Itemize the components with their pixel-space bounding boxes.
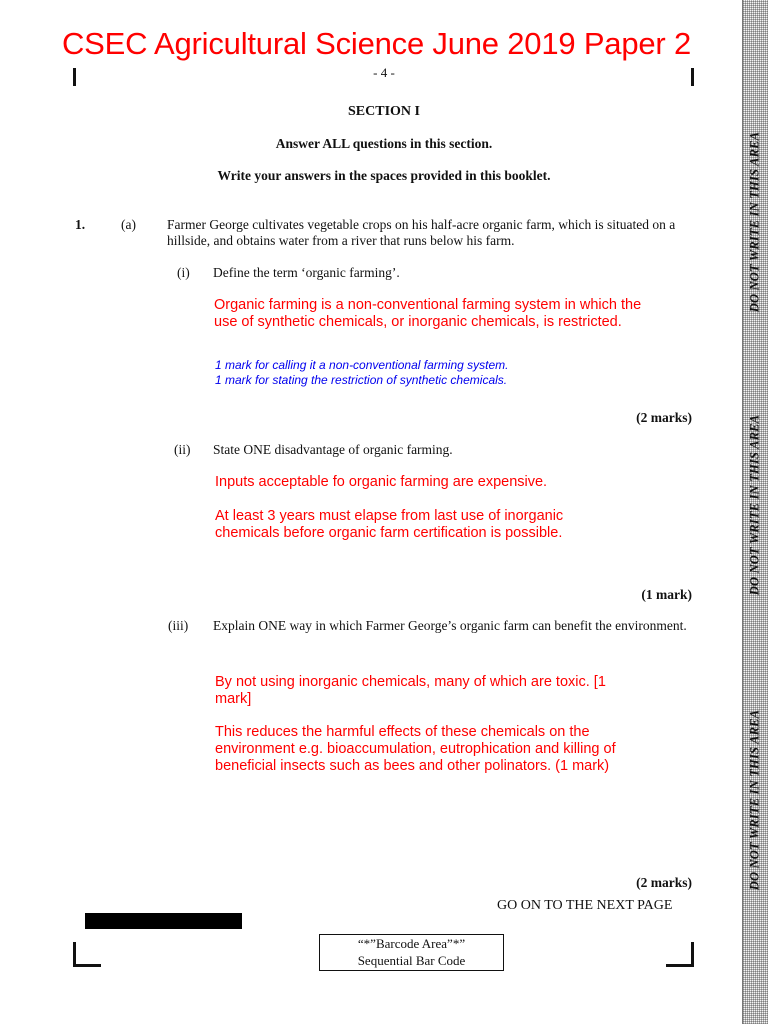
answer-i: Organic farming is a non-conventional farming system in which the use of synthetic chemicals, or inorganic chemicals, is restricted. [214, 297, 642, 330]
answer-iii-1: By not using inorganic chemicals, many of which are toxic. [1 mark] [215, 674, 606, 707]
crop-mark-top-left [73, 68, 76, 86]
barcode-line-2: Sequential Bar Code [357, 953, 466, 968]
question-number: 1. [75, 217, 86, 232]
subquestion-i-label: (i) [177, 265, 190, 280]
answer-ii-1: Inputs acceptable fo organic farming are expensive. [215, 474, 548, 490]
question-part-label: (a) [121, 217, 136, 232]
subquestion-ii-label: (ii) [174, 442, 191, 457]
margin-warning-3: DO NOT WRITE IN THIS AREA [747, 709, 762, 891]
subquestion-i-text: Define the term ‘organic farming’. [213, 265, 400, 280]
marks-ii: (1 mark) [641, 587, 692, 602]
question-stem: Farmer George cultivates vegetable crops on his half-acre organic farm, which is situated on a hillside, and obtains water from a river that runs below his farm. [167, 217, 676, 248]
margin-warning-1: DO NOT WRITE IN THIS AREA [747, 131, 762, 313]
subquestion-ii-text: State ONE disadvantage of organic farming. [213, 442, 453, 457]
subquestion-iii-text: Explain ONE way in which Farmer George’s organic farm can benefit the environment. [213, 618, 687, 633]
redaction-bar [85, 913, 242, 929]
section-instruction-1: Answer ALL questions in this section. [275, 136, 493, 151]
answer-iii-2: This reduces the harmful effects of these chemicals on the environment e.g. bioaccumulation, eutrophication and killing of beneficial insects such as bees and other polinators. (1 mark) [215, 724, 616, 774]
document-title: CSEC Agricultural Science June 2019 Paper 2 [62, 26, 691, 61]
page-number: - 4 - [373, 65, 395, 80]
section-instruction-2: Write your answers in the spaces provided in this booklet. [217, 168, 551, 183]
crop-mark-top-right [691, 68, 694, 86]
marks-iii: (2 marks) [636, 875, 692, 890]
barcode-area [319, 934, 504, 971]
subquestion-iii-label: (iii) [168, 618, 189, 633]
mark-scheme-i-1: 1 mark for calling it a non-conventional farming system. [215, 358, 509, 372]
crop-mark-bottom-left-h [73, 964, 101, 967]
section-heading: SECTION I [348, 104, 420, 119]
margin-warning-2: DO NOT WRITE IN THIS AREA [747, 414, 762, 596]
go-on-to-next-page: GO ON TO THE NEXT PAGE [497, 898, 673, 913]
crop-mark-bottom-right-h [666, 964, 694, 967]
answer-ii-2: At least 3 years must elapse from last use of inorganic chemicals before organic farm certification is possible. [215, 508, 564, 541]
barcode-line-1: “*”Barcode Area”*” [357, 936, 466, 951]
mark-scheme-i-2: 1 mark for stating the restriction of synthetic chemicals. [215, 373, 508, 387]
marks-i: (2 marks) [636, 410, 692, 425]
